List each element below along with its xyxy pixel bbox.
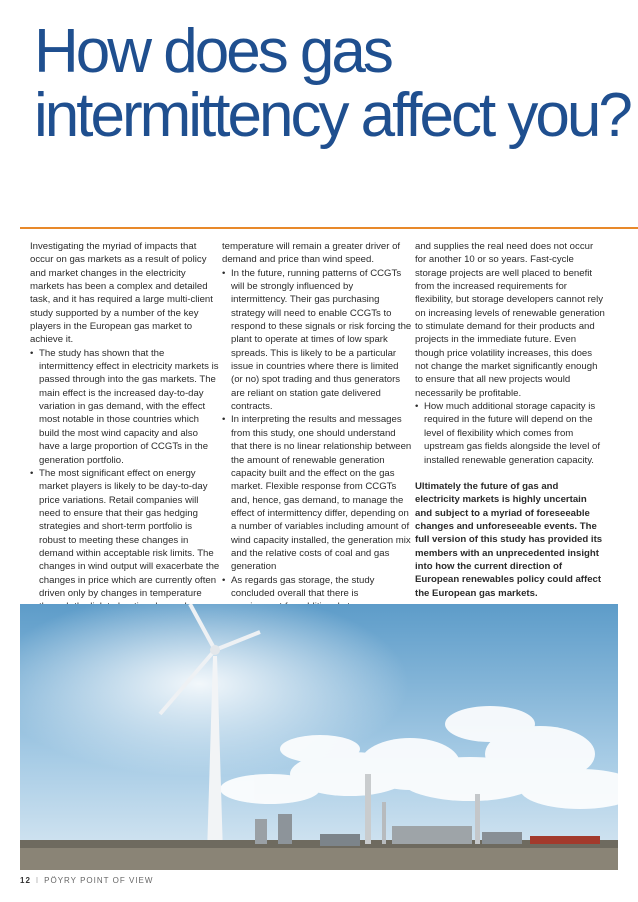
text-column-1	[30, 240, 220, 627]
bullet-list	[222, 267, 412, 641]
text-column-3	[415, 240, 605, 600]
title-divider	[20, 227, 638, 229]
bullet-list	[415, 400, 605, 467]
page-title: How does gas intermittency affect you?	[34, 17, 630, 150]
bullet-list	[30, 347, 220, 627]
photo-illustration	[20, 604, 618, 870]
wind-turbine-photo	[20, 604, 618, 870]
conclusion-paragraph: Ultimately the future of gas and electricity markets is highly uncertain and subject to a myriad of foreseeable changes and unforeseeable events. The full version of this study has provided its members with an unprecedented insight into how the current direction of European renewables policy could affect the European gas markets.	[415, 480, 603, 599]
bullet-item: • The study has shown that the intermittency effect in electricity markets is passed through into the gas markets. The main effect is the increased day-to-day variation in gas demand, with the effect most notable in those countries which build the most wind capacity and also have a large proportion of CCGTs in the generation portfolio.	[30, 347, 220, 467]
bullet-item: • How much additional storage capacity is required in the future will depend on the level of flexibility which comes from upstream gas fields alongside the level of installed renewable generation capacity.	[415, 400, 605, 467]
bullet-item: • The most significant effect on energy market players is likely to be day-to-day price variations. Retail companies will need to ensure that their gas hedging strategies and short-term portfolio is robust to meeting these changes in demand within acceptable risk limits. The changes in wind output will exacerbate the changes in price which are currently often driven only by changes in temperature	[30, 467, 220, 627]
bullet-item: • In interpreting the results and messages from this study, one should understand that there is no linear relationship between the amount of renewable generation capacity built and the effect on the gas market. Flexible response from CCGTs and, hence, gas demand, to manage the effect of intermittency differ, depending on a number of variables including amount of wind capacity installed, the generation mix and the relative costs of coal and gas generation	[222, 413, 412, 573]
page-number: 12	[20, 876, 31, 885]
publication-name: PÖYRY POINT OF VIEW	[44, 876, 154, 885]
text-column-2	[222, 240, 412, 640]
column-paragraph: and supplies the real need does not occur for another 10 or so years. Fast-cycle storage projects are well placed to benefit from the increased requirements for flexibility, but storage developers cannot rely on increasing levels of renewable generation to stimulate demand for their products and projects in the immediate future. Even though price volatility increases, this does not change the market significantly enough to ensure that all new projects would necessarily be profitable.	[415, 241, 605, 399]
page-footer	[20, 876, 153, 885]
footer-separator: I	[35, 876, 40, 885]
bullet-item: • In the future, running patterns of CCGTs will be strongly influenced by intermittency. Their gas purchasing strategy will need to enable CCGTs to respond to these signals or risk forcing the plant to operate at times of low spark spreads. This is likely to be a particular issue in countries where there is limited (or no) spot trading and thus generators are reliant on station gate delivered contracts.	[222, 267, 412, 414]
column-paragraph: Investigating the myriad of impacts that occur on gas markets as a result of policy and market changes in the electricity markets has been a complex and detailed task, and it has required a large multi-client study supported by a number of the key players in the European gas market to achieve it.	[30, 241, 213, 346]
column-paragraph: temperature will remain a greater driver of demand and price than wind speed.	[222, 241, 401, 266]
bullet-item: • As regards gas storage, the study concluded overall that there is	[222, 574, 412, 641]
